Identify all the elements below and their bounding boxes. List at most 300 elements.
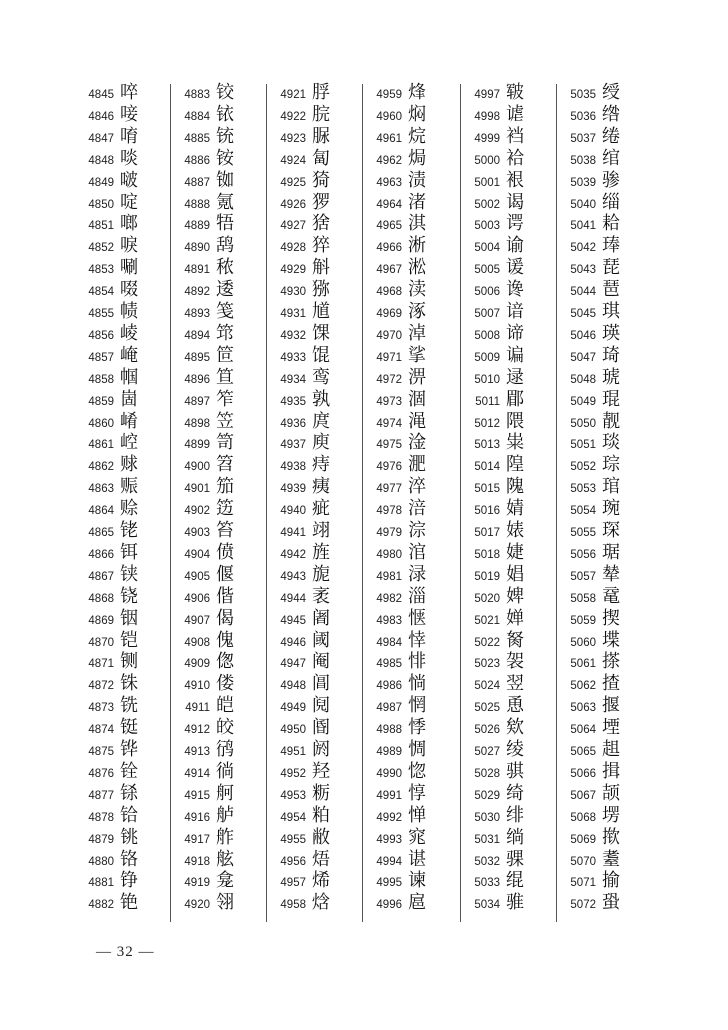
entry-character: 涪 [408, 498, 426, 520]
table-row [562, 522, 650, 544]
table-row [80, 894, 168, 916]
table-row [368, 344, 456, 369]
entry-character: 琦 [602, 344, 620, 366]
entry-number: 4860 [88, 417, 114, 430]
table-row [80, 585, 168, 610]
table-row [466, 894, 554, 916]
entry-number: 5006 [474, 286, 500, 299]
table-row [368, 191, 456, 216]
table-row [368, 237, 456, 259]
table-row [272, 804, 360, 829]
entry-character: 唳 [120, 235, 138, 257]
entry-character: 啜 [120, 279, 138, 301]
entry-number: 4958 [280, 899, 306, 912]
entry-number: 4878 [88, 811, 114, 824]
entry-number: 4883 [184, 89, 210, 101]
entry-number: 4975 [376, 439, 402, 452]
entry-character: 胬 [506, 629, 524, 651]
entry-character: 谔 [506, 213, 524, 235]
entry-character: 崦 [120, 344, 138, 366]
entry-character: 烷 [408, 125, 426, 147]
entry-number: 4858 [88, 373, 114, 386]
entry-number: 4927 [280, 220, 306, 233]
entry-number: 4986 [376, 680, 402, 693]
entry-number: 4904 [184, 548, 210, 561]
entry-number: 4907 [184, 614, 210, 627]
table-row [80, 434, 168, 456]
table-row [272, 826, 360, 851]
entry-number: 4885 [184, 132, 210, 145]
table-row [466, 366, 554, 391]
entry-number: 4929 [280, 264, 306, 277]
entry-character: 蛩 [602, 892, 620, 914]
entry-character: 铤 [120, 717, 138, 739]
entry-character: 庾 [312, 432, 330, 454]
entry-number: 4932 [280, 329, 306, 342]
entry-number: 5042 [570, 242, 596, 255]
entry-number: 4901 [184, 483, 210, 496]
table-row [466, 237, 554, 259]
entry-number: 5014 [474, 461, 500, 474]
entry-number: 4915 [184, 789, 210, 802]
entry-number: 5065 [570, 746, 596, 758]
table-row [80, 344, 168, 369]
entry-number: 4950 [280, 724, 306, 737]
table-row [80, 237, 168, 259]
entry-number: 4982 [376, 592, 402, 605]
table-row [272, 366, 360, 391]
entry-number: 5001 [474, 176, 500, 189]
entry-number: 5013 [474, 439, 500, 452]
table-row [466, 344, 554, 369]
table-row [368, 125, 456, 150]
entry-character: 琯 [602, 476, 620, 498]
table-row [368, 434, 456, 456]
entry-number: 4864 [88, 505, 114, 518]
entry-number: 4941 [280, 527, 306, 539]
entry-character: 铑 [120, 520, 138, 541]
entry-number: 4870 [88, 636, 114, 649]
entry-number: 4893 [184, 308, 210, 320]
entry-number: 4996 [376, 899, 402, 912]
entry-number: 5028 [474, 767, 500, 780]
entry-character: 笸 [216, 344, 234, 366]
entry-character: 辇 [602, 563, 620, 585]
entry-number: 4899 [184, 439, 210, 452]
entry-character: 婕 [506, 541, 524, 563]
entry-number: 5032 [474, 855, 500, 868]
table-row [272, 125, 360, 150]
entry-character: 唼 [120, 103, 138, 125]
entry-number: 5016 [474, 505, 500, 518]
table-row [368, 741, 456, 763]
table-row [562, 303, 650, 325]
column-divider [556, 84, 557, 922]
entry-character: 铧 [120, 739, 138, 760]
entry-number: 5064 [570, 724, 596, 737]
entry-character: 笤 [216, 454, 234, 476]
entry-number: 4873 [88, 702, 114, 715]
entry-character: 铬 [120, 848, 138, 870]
entry-character: 绲 [506, 870, 524, 892]
entry-character: 扈 [408, 892, 426, 914]
entry-number: 4960 [376, 110, 402, 123]
table-row [466, 169, 554, 194]
entry-number: 4888 [184, 198, 210, 211]
table-row [176, 500, 264, 522]
entry-character: 惚 [408, 760, 426, 782]
entry-character: 淖 [408, 322, 426, 344]
entry-character: 绫 [506, 739, 524, 760]
entry-character: 缁 [602, 191, 620, 213]
entry-number: 5020 [474, 592, 500, 605]
entry-character: 惆 [408, 739, 426, 760]
entry-character: 孰 [312, 388, 330, 410]
entry-character: 崮 [120, 388, 138, 410]
page-number: — 32 — [96, 944, 155, 960]
entry-character: 淄 [408, 585, 426, 607]
table-row [272, 237, 360, 259]
entry-character: 翎 [216, 892, 234, 914]
entry-character: 搽 [602, 651, 620, 673]
table-row [272, 522, 360, 544]
entry-number: 4938 [280, 461, 306, 474]
table-row [562, 410, 650, 435]
entry-number: 4931 [280, 308, 306, 320]
entry-character: 啷 [120, 213, 138, 235]
table-row [80, 719, 168, 741]
entry-number: 4959 [376, 89, 402, 101]
table-row [272, 215, 360, 237]
table-row [466, 147, 554, 172]
table-row [368, 653, 456, 675]
entry-character: 焐 [312, 848, 330, 870]
table-row [272, 478, 360, 500]
entry-number: 5048 [570, 373, 596, 386]
entry-character: 窕 [408, 826, 426, 848]
entry-character: 涸 [408, 388, 426, 410]
entry-character: 唰 [120, 257, 138, 279]
table-row [466, 522, 554, 544]
entry-number: 4863 [88, 483, 114, 496]
entry-character: 帼 [120, 366, 138, 388]
entry-number: 5025 [474, 702, 500, 715]
entry-character: 痔 [312, 454, 330, 476]
table-row [272, 500, 360, 522]
entry-character: 裆 [506, 125, 524, 147]
entry-number: 4934 [280, 373, 306, 386]
entry-number: 4993 [376, 833, 402, 846]
entry-number: 4845 [88, 89, 114, 101]
entry-number: 4916 [184, 811, 210, 824]
table-row [368, 281, 456, 303]
table-row [562, 500, 650, 522]
table-row [368, 500, 456, 522]
entry-number: 5008 [474, 329, 500, 342]
entry-number: 5043 [570, 264, 596, 277]
table-row [80, 388, 168, 413]
entry-character: 猡 [312, 191, 330, 213]
entry-number: 4879 [88, 833, 114, 846]
entry-character: 隈 [506, 410, 524, 432]
entry-number: 4973 [376, 395, 402, 408]
entry-number: 4849 [88, 176, 114, 189]
entry-character: 鸻 [216, 739, 234, 760]
table-row [176, 259, 264, 281]
table-row [562, 259, 650, 281]
entry-character: 舷 [216, 848, 234, 870]
table-row [176, 478, 264, 500]
entry-number: 4947 [280, 658, 306, 671]
entry-number: 5038 [570, 154, 596, 167]
entry-character: 瑛 [602, 322, 620, 344]
entry-number: 5062 [570, 680, 596, 693]
entry-character: 绯 [506, 804, 524, 826]
table-row [272, 697, 360, 719]
entry-number: 4985 [376, 658, 402, 671]
entry-character: 铫 [120, 826, 138, 848]
table-row [176, 826, 264, 851]
table-row [272, 434, 360, 456]
entry-character: 骒 [506, 848, 524, 870]
table-column [562, 84, 650, 922]
table-row [272, 629, 360, 654]
entry-character: 渍 [408, 169, 426, 191]
table-row [80, 826, 168, 851]
entry-number: 4963 [376, 176, 402, 189]
entry-number: 4952 [280, 767, 306, 780]
entry-character: 庹 [312, 410, 330, 432]
table-row [466, 103, 554, 128]
entry-number: 5054 [570, 505, 596, 518]
table-row [176, 281, 264, 303]
table-row [466, 500, 554, 522]
entry-character: 龛 [216, 870, 234, 892]
table-row [176, 585, 264, 610]
table-row [466, 804, 554, 829]
table-row [562, 653, 650, 675]
table-row [368, 563, 456, 588]
table-row [80, 366, 168, 391]
entry-character: 揠 [602, 695, 620, 717]
entry-number: 4939 [280, 483, 306, 496]
table-row [562, 675, 650, 697]
table-row [80, 215, 168, 237]
entry-character: 赊 [120, 498, 138, 520]
table-row [562, 541, 650, 566]
entry-number: 4882 [88, 899, 114, 912]
table-row [80, 675, 168, 697]
table-row [562, 563, 650, 588]
entry-number: 4919 [184, 877, 210, 890]
entry-character: 渎 [408, 279, 426, 301]
entry-character: 铩 [120, 782, 138, 804]
entry-number: 4866 [88, 548, 114, 561]
entry-number: 5010 [474, 373, 500, 386]
entry-character: 猞 [312, 213, 330, 235]
table-row [176, 607, 264, 632]
entry-number: 5023 [474, 658, 500, 671]
entry-number: 5011 [475, 395, 500, 408]
table-row [80, 782, 168, 807]
table-row [176, 388, 264, 413]
entry-character: 笾 [216, 498, 234, 520]
entry-character: 铵 [216, 147, 234, 169]
entry-character: 脬 [312, 82, 330, 103]
entry-character: 帻 [120, 301, 138, 322]
entry-number: 4937 [280, 439, 306, 452]
entry-character: 绺 [602, 103, 620, 125]
entry-number: 5035 [570, 89, 596, 101]
table-row [176, 434, 264, 456]
entry-character: 舸 [216, 782, 234, 804]
entry-number: 4877 [88, 789, 114, 802]
entry-character: 趄 [602, 739, 620, 760]
entry-character: 铣 [120, 695, 138, 717]
entry-character: 筇 [216, 322, 234, 344]
entry-number: 4992 [376, 811, 402, 824]
entry-number: 4895 [184, 351, 210, 364]
table-row [176, 741, 264, 763]
entry-number: 4896 [184, 373, 210, 386]
table-row [466, 410, 554, 435]
table-row [562, 434, 650, 456]
entry-character: 淠 [408, 366, 426, 388]
entry-character: 揖 [602, 760, 620, 782]
entry-number: 4955 [280, 833, 306, 846]
entry-number: 4897 [184, 395, 210, 408]
entry-number: 5004 [474, 242, 500, 255]
entry-number: 4853 [88, 264, 114, 277]
entry-character: 淦 [408, 432, 426, 454]
entry-character: 氪 [216, 191, 234, 213]
entry-character: 琶 [602, 279, 620, 301]
entry-number: 4978 [376, 505, 402, 518]
table-row [368, 760, 456, 785]
entry-character: 皑 [216, 695, 234, 717]
entry-number: 5052 [570, 461, 596, 474]
entry-number: 5036 [570, 110, 596, 123]
table-row [272, 303, 360, 325]
entry-character: 揄 [602, 870, 620, 892]
table-row [272, 169, 360, 194]
entry-number: 5045 [570, 308, 596, 320]
table-row [80, 103, 168, 128]
entry-number: 4951 [280, 746, 306, 758]
entry-number: 5034 [474, 899, 500, 912]
entry-character: 婵 [506, 607, 524, 629]
entry-character: 匐 [312, 147, 330, 169]
entry-character: 颉 [602, 782, 620, 804]
entry-character: 笥 [216, 432, 234, 454]
entry-number: 4892 [184, 286, 210, 299]
entry-number: 5019 [474, 570, 500, 583]
entry-character: 铒 [120, 541, 138, 563]
entry-character: 惝 [408, 673, 426, 695]
table-row [368, 215, 456, 237]
entry-character: 惬 [408, 607, 426, 629]
entry-character: 阏 [312, 739, 330, 760]
entry-character: 焓 [312, 892, 330, 914]
table-row [272, 410, 360, 435]
table-row [368, 169, 456, 194]
entry-number: 4942 [280, 548, 306, 561]
table-row [80, 522, 168, 544]
table-row [466, 697, 554, 719]
entry-number: 4966 [376, 242, 402, 255]
table-row [80, 563, 168, 588]
table-row [272, 259, 360, 281]
entry-character: 烽 [408, 82, 426, 103]
entry-character: 旎 [312, 563, 330, 585]
table-row [562, 585, 650, 610]
entry-character: 淞 [408, 257, 426, 279]
table-row [80, 456, 168, 478]
entry-character: 绾 [602, 147, 620, 169]
entry-number: 4970 [376, 329, 402, 342]
table-row [176, 894, 264, 916]
table-row [562, 804, 650, 829]
entry-character: 偾 [216, 541, 234, 563]
table-row [80, 322, 168, 347]
column-divider [266, 84, 267, 922]
entry-character: 赈 [120, 476, 138, 498]
entry-number: 4971 [376, 351, 402, 364]
entry-character: 阋 [312, 695, 330, 717]
entry-number: 4983 [376, 614, 402, 627]
entry-number: 4979 [376, 527, 402, 539]
entry-number: 4865 [88, 527, 114, 539]
entry-character: 谌 [408, 848, 426, 870]
table-row [176, 84, 264, 106]
entry-character: 鼋 [602, 585, 620, 607]
entry-number: 4917 [184, 833, 210, 846]
entry-character: 琬 [602, 498, 620, 520]
entry-number: 5000 [474, 154, 500, 167]
entry-number: 5030 [474, 811, 500, 824]
table-row [562, 848, 650, 873]
table-row [562, 366, 650, 391]
entry-number: 4872 [88, 680, 114, 693]
entry-number: 5053 [570, 483, 596, 496]
entry-number: 4912 [184, 724, 210, 737]
entry-number: 4921 [280, 89, 306, 101]
table-row [368, 388, 456, 413]
entry-number: 4977 [376, 483, 402, 496]
entry-number: 5070 [570, 855, 596, 868]
entry-character: 谗 [506, 279, 524, 301]
entry-character: 绻 [602, 125, 620, 147]
entry-number: 5027 [474, 746, 500, 758]
entry-character: 裉 [506, 169, 524, 191]
entry-character: 秾 [216, 257, 234, 279]
entry-character: 馄 [312, 344, 330, 366]
table-row [176, 804, 264, 829]
entry-character: 粕 [312, 804, 330, 826]
entry-character: 隍 [506, 454, 524, 476]
table-row [562, 281, 650, 303]
table-row [176, 191, 264, 216]
table-row [368, 804, 456, 829]
entry-number: 5005 [474, 264, 500, 277]
entry-number: 5057 [570, 570, 596, 583]
entry-character: 笠 [216, 410, 234, 432]
table-row [466, 259, 554, 281]
entry-character: 脘 [312, 103, 330, 125]
table-row [368, 607, 456, 632]
entry-number: 5021 [474, 614, 500, 627]
table-row [466, 653, 554, 675]
